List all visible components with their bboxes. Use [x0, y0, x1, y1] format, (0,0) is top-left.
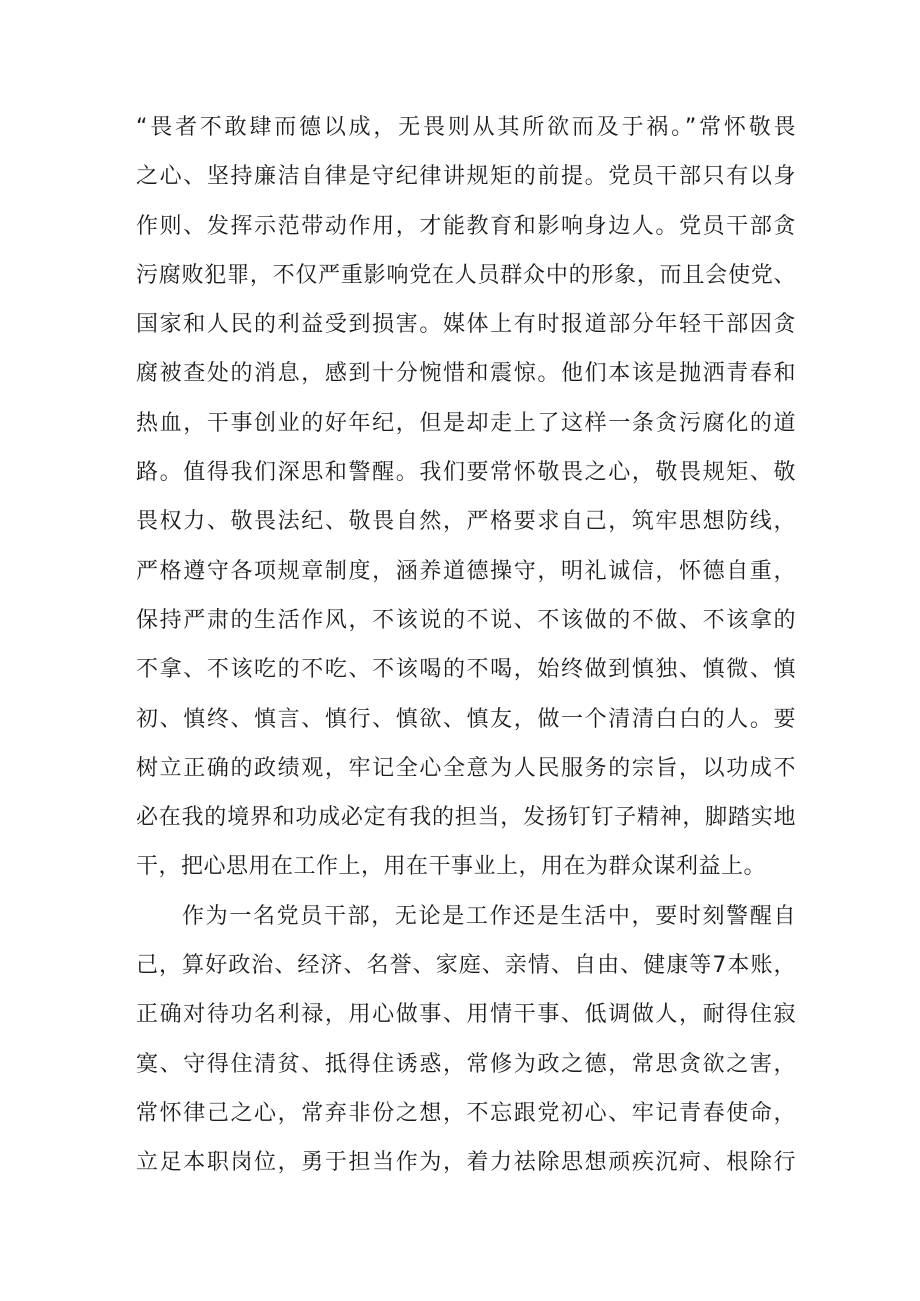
- text-line: 腐被查处的消息，感到十分惋惜和震惊。他们本该是抛洒青春和: [136, 361, 796, 387]
- text-line: 己，算好政治、经济、名誉、家庭、亲情、自由、健康等7本账，: [136, 953, 796, 979]
- text-line: 之心、坚持廉洁自律是守纪律讲规矩的前提。党员干部只有以身: [136, 164, 796, 190]
- text-line: 污腐败犯罪，不仅严重影响党在人员群众中的形象，而且会使党、: [136, 262, 796, 288]
- body-text: [136, 103, 796, 1188]
- text-line: 作为一名党员干部，无论是工作还是生活中，要时刻警醒自: [182, 903, 796, 929]
- text-line: 常怀律己之心，常弃非份之想，不忘跟党初心、牢记青春使命，: [136, 1100, 796, 1126]
- text-line: 不拿、不该吃的不吃、不该喝的不喝，始终做到慎独、慎微、慎: [136, 657, 796, 683]
- text-line: 畏权力、敬畏法纪、敬畏自然，严格要求自己，筑牢思想防线，: [136, 509, 796, 535]
- text-line: 寞、守得住清贫、抵得住诱惑，常修为政之德，常思贪欲之害，: [136, 1051, 796, 1077]
- text-line: 正确对待功名利禄，用心做事、用情干事、低调做人，耐得住寂: [136, 1002, 796, 1028]
- text-line: 树立正确的政绩观，牢记全心全意为人民服务的宗旨，以功成不: [136, 755, 796, 781]
- text-line: 初、慎终、慎言、慎行、慎欲、慎友，做一个清清白白的人。要: [136, 706, 796, 732]
- paragraph-1: [136, 103, 796, 892]
- text-line: “畏者不敢肆而德以成，无畏则从其所欲而及于祸。”常怀敬畏: [136, 115, 797, 140]
- text-line: 干，把心思用在工作上，用在干事业上，用在为群众谋利益上。: [136, 854, 767, 880]
- text-line: 保持严肃的生活作风，不该说的不说、不该做的不做、不该拿的: [136, 607, 796, 633]
- text-line: 作则、发挥示范带动作用，才能教育和影响身边人。党员干部贪: [136, 213, 796, 239]
- text-line: 严格遵守各项规章制度，涵养道德操守，明礼诚信，怀德自重，: [136, 558, 796, 584]
- paragraph-2: [136, 892, 796, 1188]
- text-line: 热血，干事创业的好年纪，但是却走上了这样一条贪污腐化的道: [136, 410, 796, 436]
- text-line: 国家和人民的利益受到损害。媒体上有时报道部分年轻干部因贪: [136, 312, 796, 338]
- text-line: 路。值得我们深思和警醒。我们要常怀敬畏之心，敬畏规矩、敬: [136, 460, 796, 486]
- text-line: 立足本职岗位，勇于担当作为，着力祛除思想顽疾沉疴、根除行: [136, 1150, 796, 1176]
- text-line: 必在我的境界和功成必定有我的担当，发扬钉钉子精神，脚踏实地: [136, 805, 796, 831]
